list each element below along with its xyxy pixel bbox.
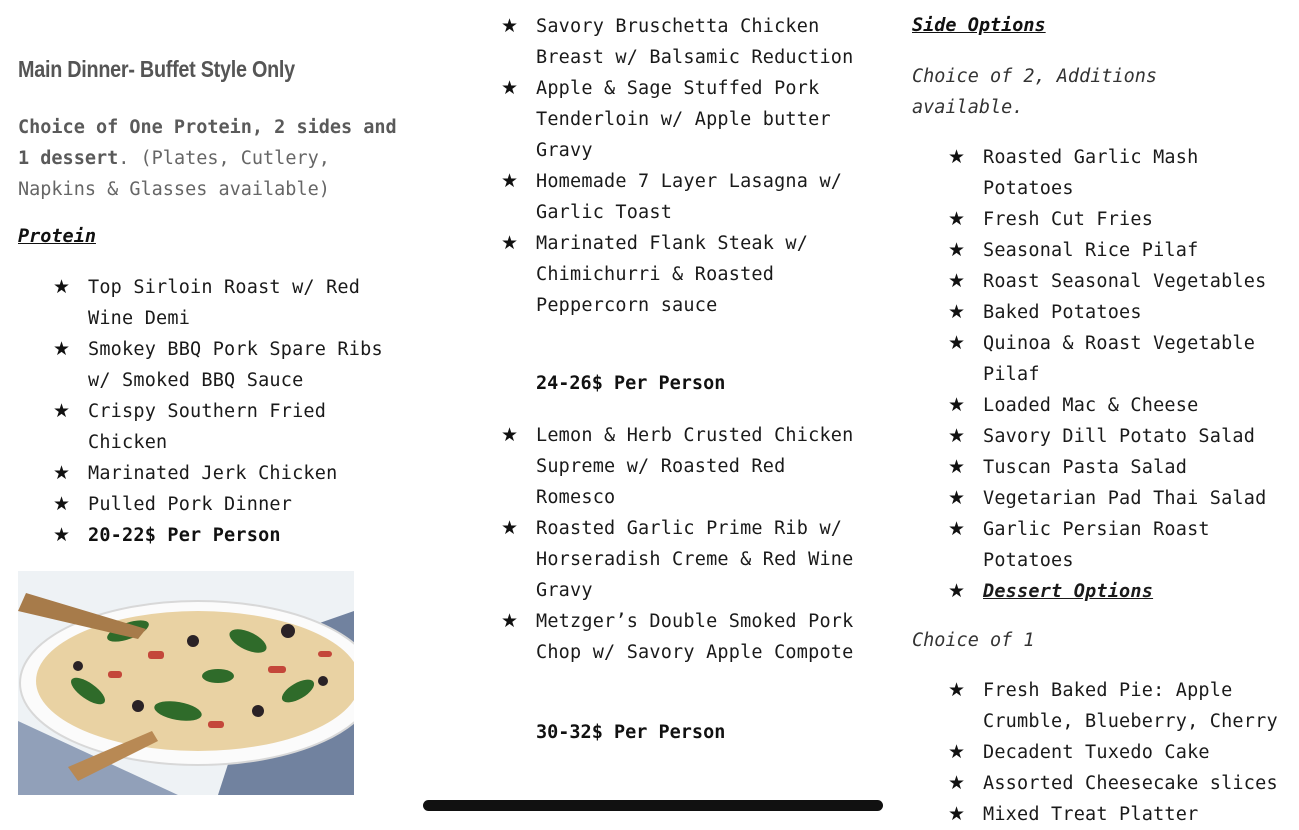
- item-label: Assorted Cheesecake slices: [983, 773, 1278, 794]
- pasta-salad-photo: [18, 571, 354, 795]
- star-icon: ★: [53, 524, 71, 546]
- list-item: [501, 11, 861, 73]
- entree-list-1: [501, 11, 861, 321]
- list-item: [948, 204, 1293, 235]
- item-label: Decadent Tuxedo Cake: [983, 742, 1210, 763]
- item-label: Roasted Garlic Mash Potatoes: [983, 147, 1199, 199]
- star-icon: ★: [53, 400, 71, 422]
- list-item: [53, 458, 413, 489]
- list-item: [948, 737, 1293, 768]
- list-item: [53, 396, 413, 458]
- home-indicator[interactable]: [423, 800, 883, 811]
- sides-list: [948, 142, 1293, 607]
- list-item: [53, 334, 413, 396]
- item-label: Roasted Garlic Prime Rib w/ Horseradish Creme & Red Wine Gravy: [536, 518, 854, 601]
- star-icon: ★: [948, 239, 966, 261]
- list-item: [948, 675, 1293, 737]
- list-item: [501, 420, 861, 513]
- item-label: Loaded Mac & Cheese: [983, 395, 1199, 416]
- star-icon: ★: [948, 394, 966, 416]
- list-item: [948, 297, 1293, 328]
- item-label: Metzger’s Double Smoked Pork Chop w/ Savory Apple Compote: [536, 611, 854, 663]
- item-label: Marinated Jerk Chicken: [88, 463, 338, 484]
- star-icon: ★: [501, 610, 519, 632]
- list-item: [501, 606, 861, 668]
- star-icon: ★: [53, 338, 71, 360]
- list-item: [948, 142, 1293, 204]
- item-label: Fresh Cut Fries: [983, 209, 1154, 230]
- star-icon: ★: [948, 456, 966, 478]
- star-icon: ★: [53, 276, 71, 298]
- item-label: Savory Dill Potato Salad: [983, 426, 1256, 447]
- star-icon: ★: [501, 77, 519, 99]
- list-item: [501, 166, 861, 228]
- price-item: [53, 520, 413, 551]
- item-label: Fresh Baked Pie: Apple Crumble, Blueberry, Cherry: [983, 680, 1278, 732]
- entree-list-2: [501, 420, 861, 668]
- list-item: [948, 328, 1293, 390]
- list-item: [948, 452, 1293, 483]
- star-icon: ★: [948, 270, 966, 292]
- list-item: [948, 235, 1293, 266]
- star-icon: ★: [948, 208, 966, 230]
- item-label: Quinoa & Roast Vegetable Pilaf: [983, 333, 1256, 385]
- star-icon: ★: [948, 301, 966, 323]
- item-label: Garlic Persian Roast Potatoes: [983, 519, 1210, 571]
- list-item: [948, 514, 1293, 576]
- list-item: [948, 483, 1293, 514]
- star-icon: ★: [948, 803, 966, 825]
- protein-title: Protein: [18, 226, 96, 247]
- star-icon: ★: [948, 679, 966, 701]
- list-item: [501, 513, 861, 606]
- protein-list: [53, 272, 413, 551]
- item-label: Tuscan Pasta Salad: [983, 457, 1188, 478]
- item-label: Baked Potatoes: [983, 302, 1142, 323]
- star-icon: ★: [53, 462, 71, 484]
- item-label: Roast Seasonal Vegetables: [983, 271, 1267, 292]
- item-label: Top Sirloin Roast w/ Red Wine Demi: [88, 277, 361, 329]
- pasta-bowl-illustration: [18, 571, 354, 795]
- list-item: [53, 272, 413, 334]
- star-icon: ★: [501, 170, 519, 192]
- item-label: Homemade 7 Layer Lasagna w/ Garlic Toast: [536, 171, 843, 223]
- item-label: Vegetarian Pad Thai Salad: [983, 488, 1267, 509]
- list-item: [948, 390, 1293, 421]
- item-label: Apple & Sage Stuffed Pork Tenderloin w/ Apple butter Gravy: [536, 78, 831, 161]
- price-label: 30-32$ Per Person: [536, 722, 726, 743]
- item-label: Savory Bruschetta Chicken Breast w/ Balsamic Reduction: [536, 16, 854, 68]
- star-icon: ★: [501, 15, 519, 37]
- list-item: [501, 228, 861, 321]
- star-icon: ★: [501, 517, 519, 539]
- item-label: Seasonal Rice Pilaf: [983, 240, 1199, 261]
- list-item: [948, 768, 1293, 799]
- sides-subtitle: Choice of 2, Additions available.: [912, 66, 1158, 118]
- star-icon: ★: [501, 424, 519, 446]
- item-label: Mixed Treat Platter: [983, 804, 1199, 825]
- item-label: Smokey BBQ Pork Spare Ribs w/ Smoked BBQ Sauce: [88, 339, 383, 391]
- item-label: Marinated Flank Steak w/ Chimichurri & Roasted Peppercorn sauce: [536, 233, 809, 316]
- sides-title: Side Options: [912, 15, 1046, 36]
- price-label: 24-26$ Per Person: [536, 373, 726, 394]
- dessert-heading-item: [948, 576, 1293, 607]
- star-icon: ★: [948, 425, 966, 447]
- item-label: Crispy Southern Fried Chicken: [88, 401, 327, 453]
- list-item: [948, 799, 1293, 830]
- star-icon: ★: [501, 232, 519, 254]
- star-icon: ★: [53, 493, 71, 515]
- list-item: [53, 489, 413, 520]
- star-icon: ★: [948, 772, 966, 794]
- star-icon: ★: [948, 580, 966, 602]
- price-label: 20-22$ Per Person: [88, 525, 281, 546]
- item-label: Lemon & Herb Crusted Chicken Supreme w/ Roasted Red Romesco: [536, 425, 854, 508]
- star-icon: ★: [948, 741, 966, 763]
- intro-bold: Choice of One Protein, 2 sides and 1 dessert: [18, 117, 397, 169]
- intro-text: [18, 112, 418, 205]
- intro-rest: . (Plates, Cutlery, Napkins & Glasses available): [18, 148, 330, 200]
- star-icon: ★: [948, 487, 966, 509]
- dessert-title: Dessert Options: [983, 581, 1154, 602]
- list-item: [948, 266, 1293, 297]
- page-title: Main Dinner- Buffet Style Only: [18, 56, 295, 82]
- list-item: [501, 73, 861, 166]
- dessert-subtitle: Choice of 1: [912, 630, 1035, 651]
- star-icon: ★: [948, 518, 966, 540]
- list-item: [948, 421, 1293, 452]
- dessert-list: [948, 675, 1293, 830]
- item-label: Pulled Pork Dinner: [88, 494, 293, 515]
- star-icon: ★: [948, 332, 966, 354]
- star-icon: ★: [948, 146, 966, 168]
